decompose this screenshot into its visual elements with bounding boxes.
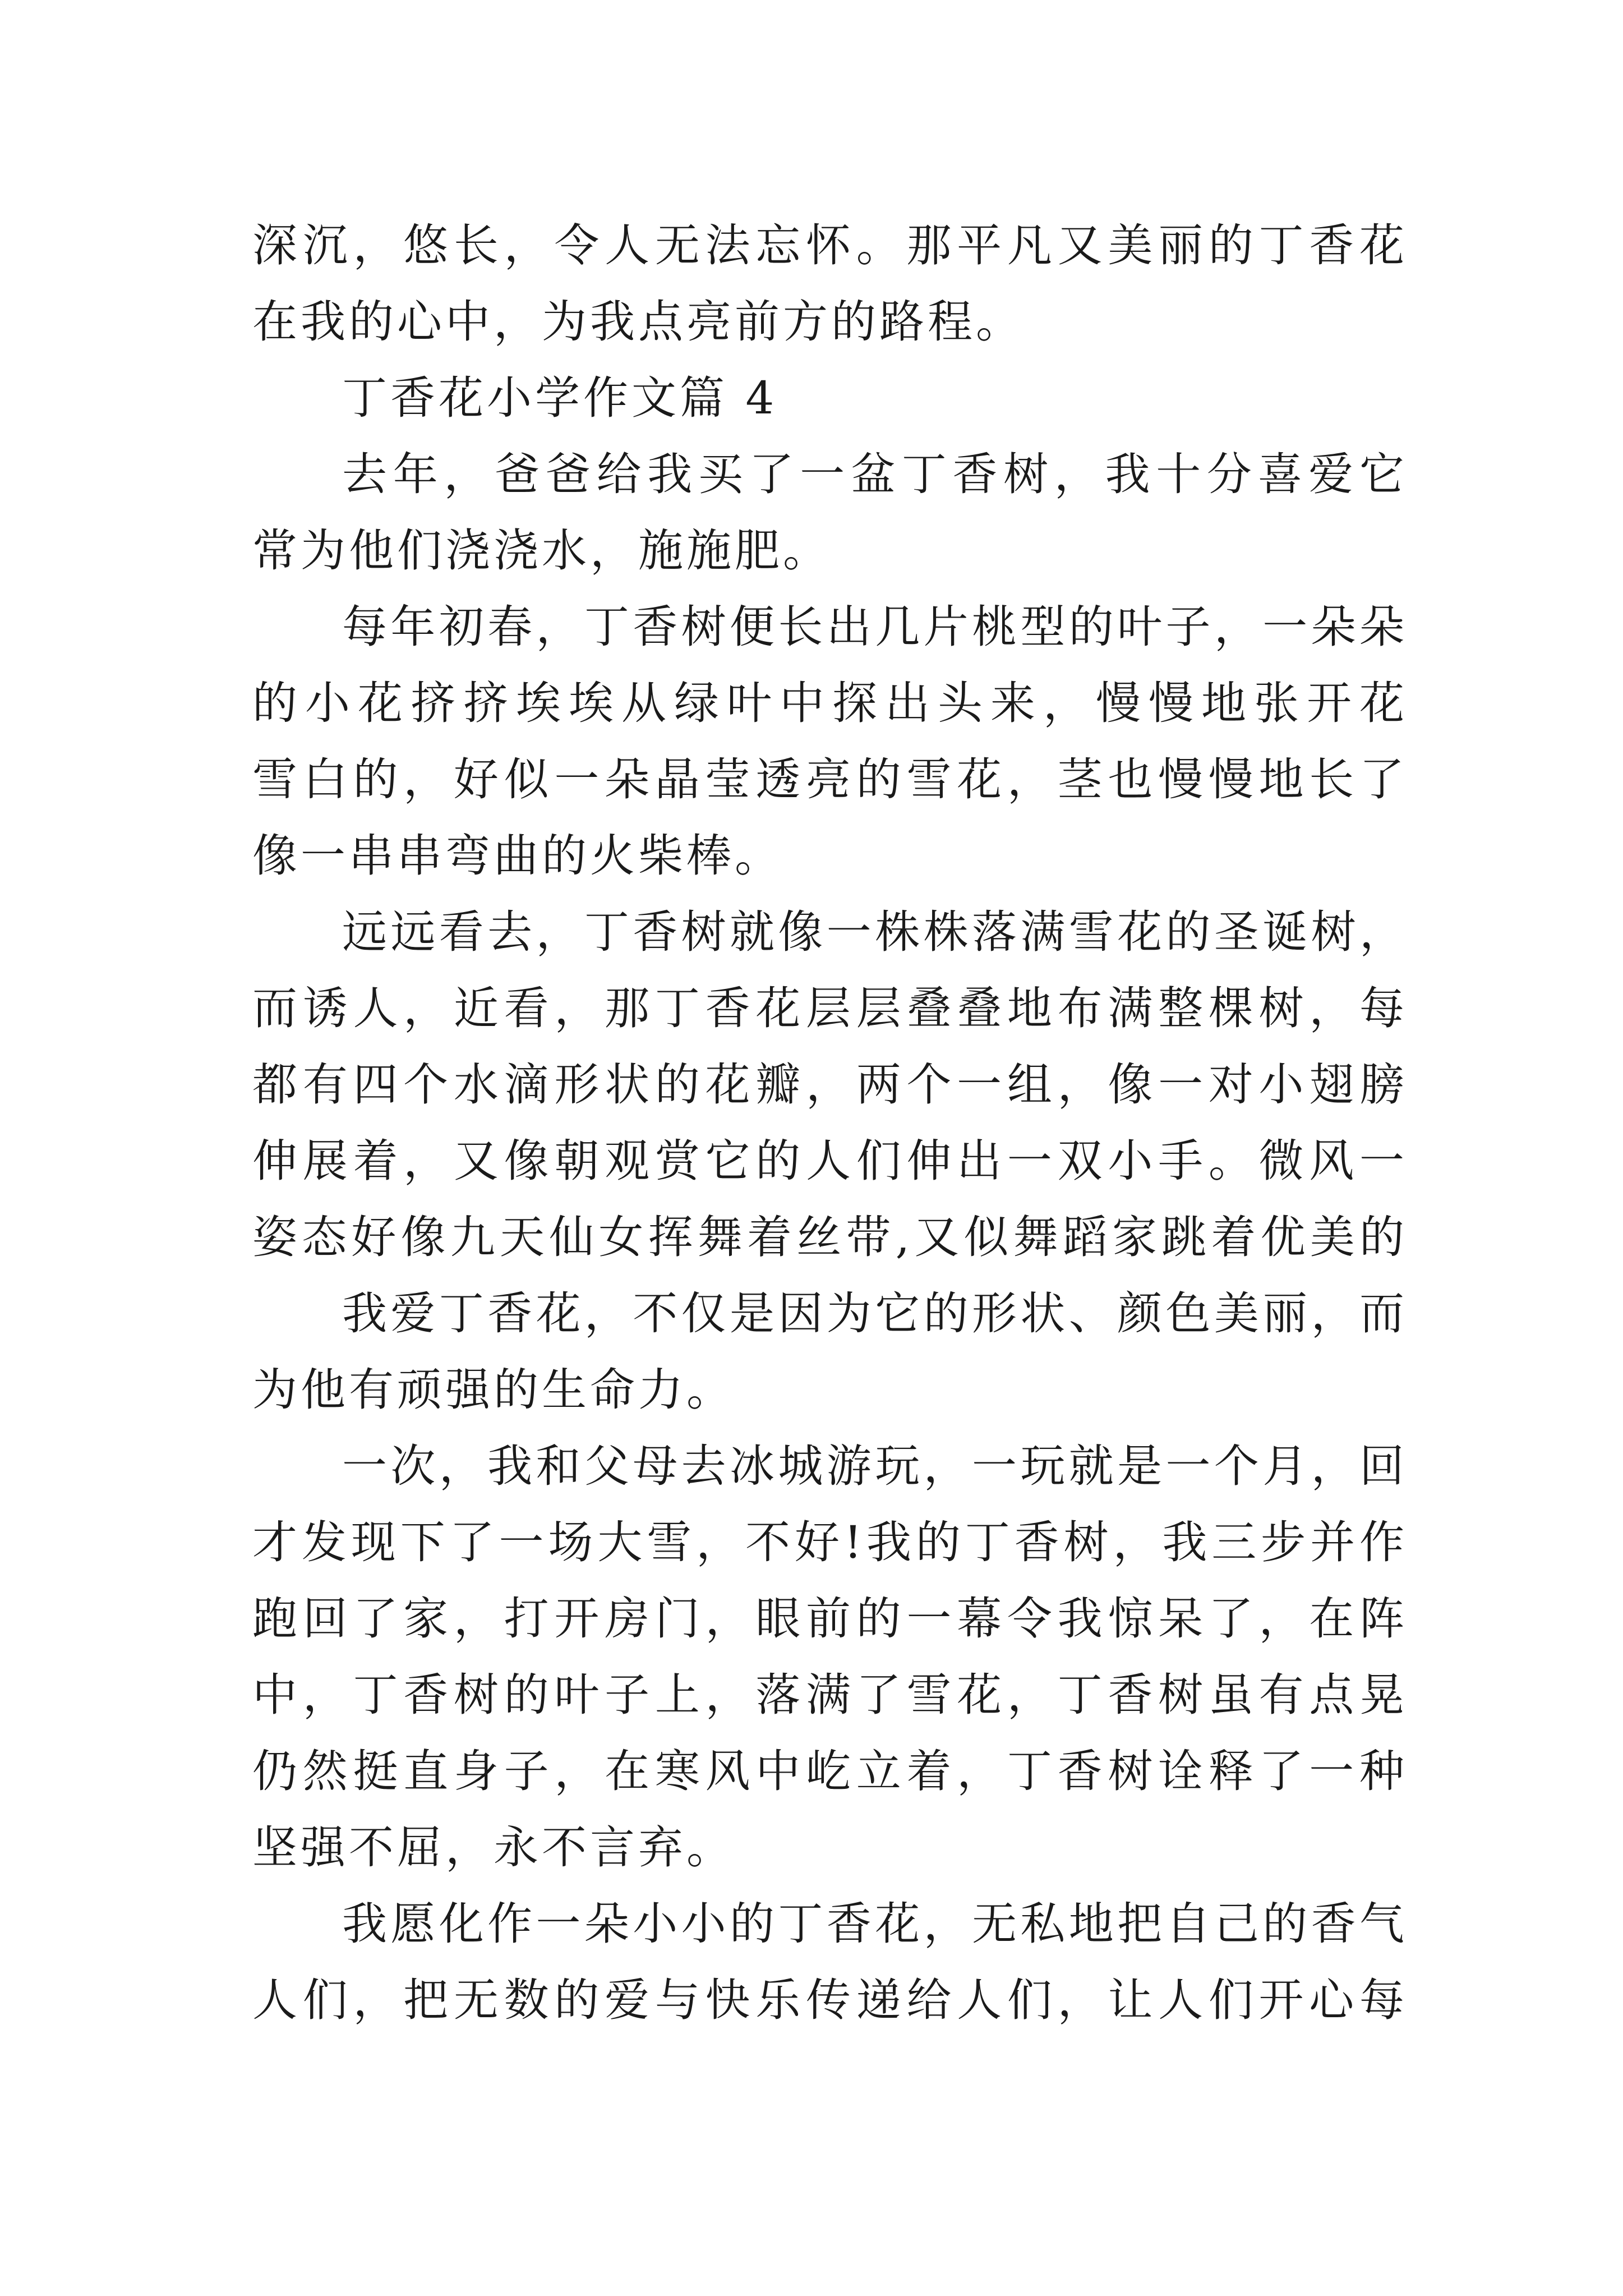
text-line: 深沉，悠长，令人无法忘怀。那平凡又美丽的丁香花 — [252, 219, 1408, 272]
text-line: 每年初春，丁香树便长出几片桃型的叶子，一朵朵 — [342, 601, 1408, 653]
text-line: 而诱人，近看，那丁香花层层叠叠地布满整棵树，每 — [252, 982, 1408, 1034]
text-line: 常为他们浇浇水，施施肥。 — [252, 524, 831, 577]
text-line: 的小花挤挤埃埃从绿叶中探出头来，慢慢地张开花 — [252, 677, 1408, 729]
text-line: 伸展着，又像朝观赏它的人们伸出一双小手。微风一 — [252, 1135, 1408, 1187]
document-body — [252, 208, 1408, 2039]
text-line: 都有四个水滴形状的花瓣，两个一组，像一对小翅膀 — [252, 1059, 1408, 1111]
section-heading: 丁香花小学作文篇 4 — [342, 372, 778, 424]
text-line: 为他有顽强的生命力。 — [252, 1364, 735, 1416]
text-line: 一次，我和父母去冰城游玩，一玩就是一个月，回 — [342, 1440, 1408, 1492]
text-line: 姿态好像九天仙女挥舞着丝带,又似舞蹈家跳着优美的 — [252, 1211, 1408, 1263]
text-line: 在我的心中，为我点亮前方的路程。 — [252, 296, 1024, 348]
text-line: 雪白的，好似一朵晶莹透亮的雪花，茎也慢慢地长了 — [252, 753, 1408, 806]
text-line: 人们，把无数的爱与快乐传递给人们，让人们开心每 — [252, 1974, 1408, 2026]
text-line: 才发现下了一场大雪，不好!我的丁香树，我三步并作 — [252, 1516, 1408, 1568]
text-line: 中，丁香树的叶子上，落满了雪花，丁香树虽有点晃 — [252, 1669, 1408, 1721]
text-line: 远远看去，丁香树就像一株株落满雪花的圣诞树， — [342, 906, 1408, 958]
text-line: 跑回了家，打开房门，眼前的一幕令我惊呆了，在阵 — [252, 1593, 1408, 1645]
text-line: 坚强不屈，永不言弃。 — [252, 1821, 735, 1874]
text-line: 我愿化作一朵小小的丁香花，无私地把自己的香气 — [342, 1898, 1408, 1950]
text-line: 仍然挺直身子，在寒风中屹立着，丁香树诠释了一种 — [252, 1745, 1408, 1797]
text-line: 去年，爸爸给我买了一盆丁香树，我十分喜爱它 — [342, 448, 1408, 500]
text-line: 像一串串弯曲的火柴棒。 — [252, 830, 783, 882]
text-line: 我爱丁香花，不仅是因为它的形状、颜色美丽，而 — [342, 1287, 1408, 1340]
